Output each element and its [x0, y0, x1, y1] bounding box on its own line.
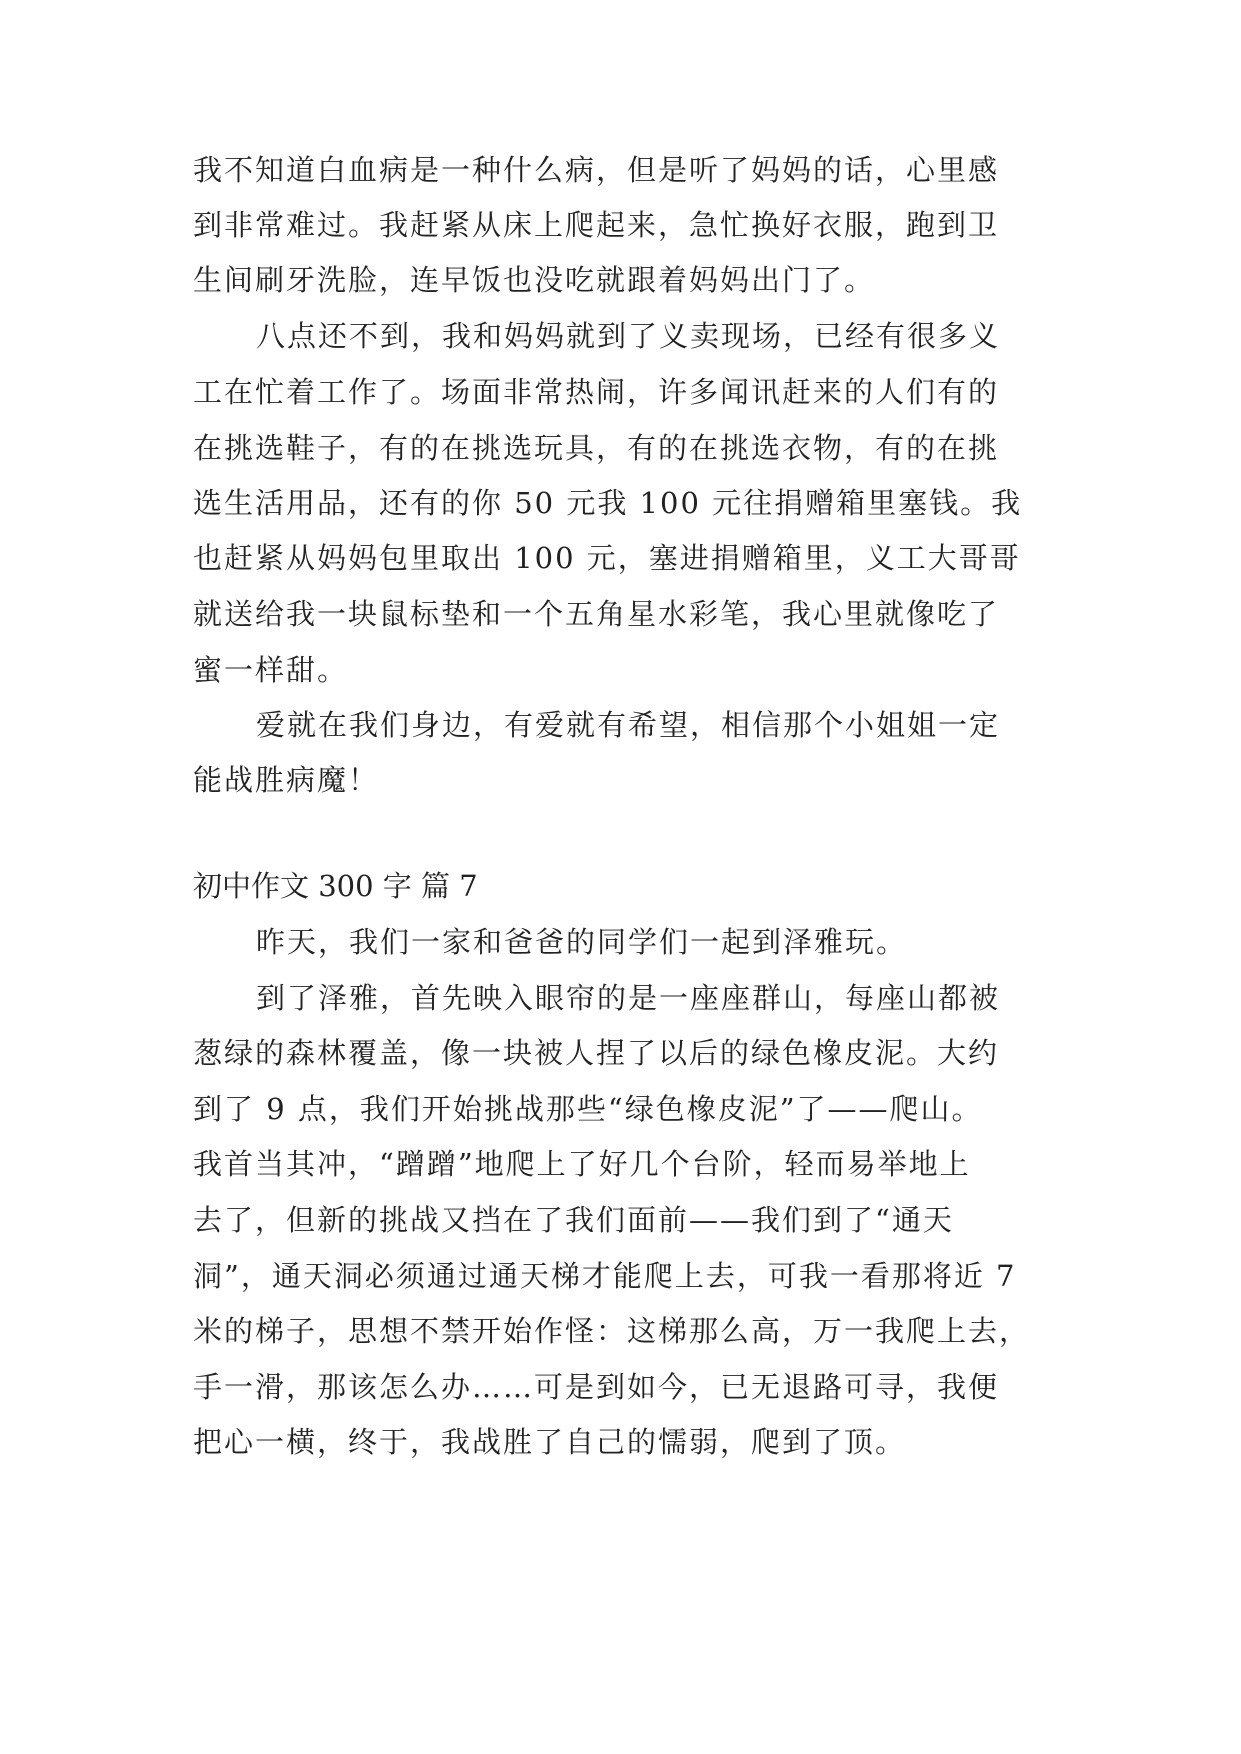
text-line: 爱就在我们身边，有爱就有希望，相信那个小姐姐一定 [256, 708, 1001, 742]
text-line: 到非常难过。我赶紧从床上爬起来，急忙换好衣服，跑到卫 [193, 208, 1000, 242]
text-line: 我不知道白血病是一种什么病，但是听了妈妈的话，心里感 [193, 153, 1000, 187]
text-line: 我首当其冲，“蹭蹭”地爬上了好几个台阶，轻而易举地上 [193, 1147, 971, 1181]
text-line: 也赶紧从妈妈包里取出 100 元，塞进捐赠箱里，义工大哥哥 [193, 541, 1021, 575]
text-line: 就送给我一块鼠标垫和一个五角星水彩笔，我心里就像吃了 [193, 597, 1000, 631]
text-line: 能战胜病魔！ [193, 763, 380, 797]
text-line: 八点还不到，我和妈妈就到了义卖现场，已经有很多义 [256, 319, 1001, 353]
text-line: 到了泽雅，首先映入眼帘的是一座座群山，每座山都被 [256, 981, 1001, 1015]
section-heading: 初中作文 300 字 篇 7 [193, 869, 478, 903]
text-line: 到了 9 点，我们开始挑战那些“绿色橡皮泥”了——爬山。 [193, 1092, 983, 1126]
text-line: 去了，但新的挑战又挡在了我们面前——我们到了“通天 [193, 1203, 954, 1237]
text-line: 手一滑，那该怎么办……可是到如今，已无退路可寻，我便 [193, 1370, 1000, 1404]
text-line: 生间刷牙洗脸，连早饭也没吃就跟着妈妈出门了。 [193, 263, 876, 297]
text-line: 把心一横，终于，我战胜了自己的懦弱，爬到了顶。 [193, 1425, 907, 1459]
text-line: 蜜一样甜。 [193, 653, 349, 687]
text-line: 葱绿的森林覆盖，像一块被人捏了以后的绿色橡皮泥。大约 [193, 1036, 1000, 1070]
text-line: 昨天，我们一家和爸爸的同学们一起到泽雅玩。 [256, 925, 908, 959]
text-line: 工在忙着工作了。场面非常热闹，许多闻讯赶来的人们有的 [193, 375, 1000, 409]
text-line: 在挑选鞋子，有的在挑选玩具，有的在挑选衣物，有的在挑 [193, 431, 1000, 465]
text-line: 选生活用品，还有的你 50 元我 100 元往捐赠箱里塞钱。我 [193, 486, 1023, 520]
text-line: 洞”，通天洞必须通过通天梯才能爬上去，可我一看那将近 7 [193, 1259, 1017, 1293]
text-line: 米的梯子，思想不禁开始作怪：这梯那么高，万一我爬上去， [193, 1314, 1031, 1348]
